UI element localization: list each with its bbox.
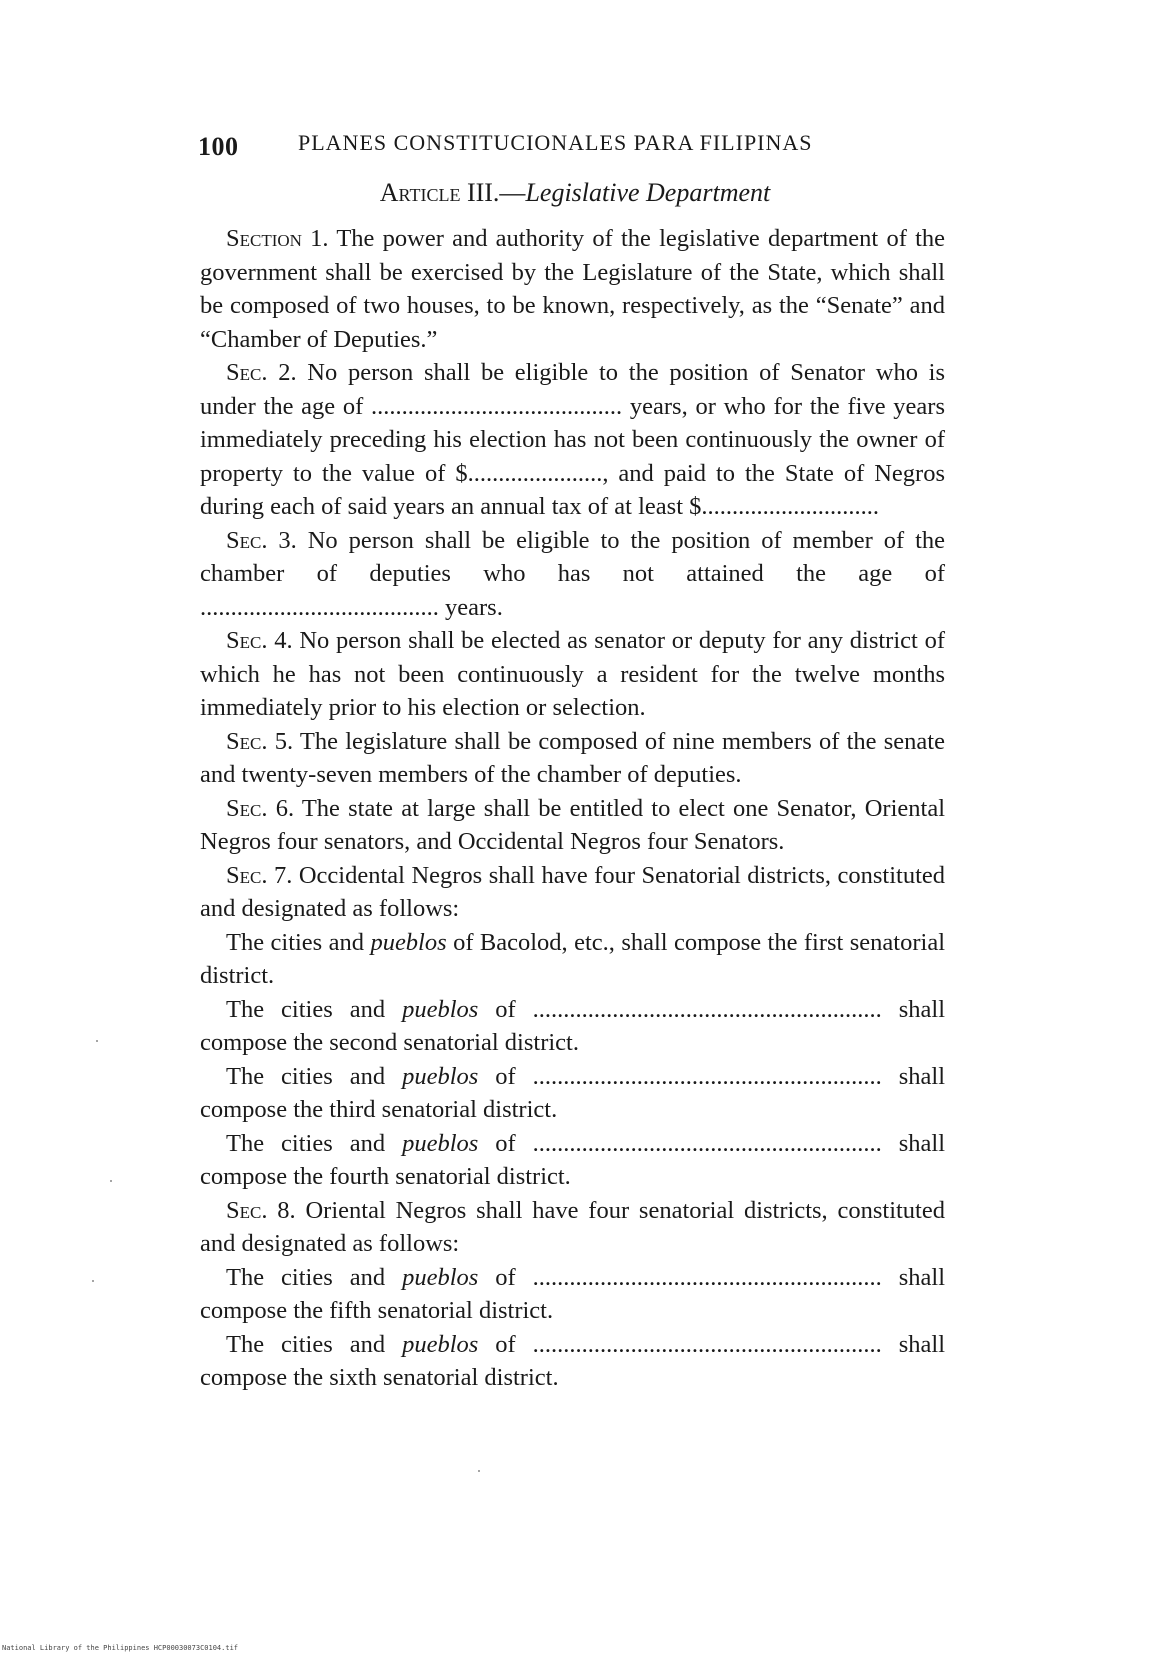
section-label: Sec.: [226, 627, 268, 654]
district-text: The cities and: [226, 1129, 386, 1157]
scan-speck: [92, 1280, 94, 1282]
article-number: III.—: [466, 178, 526, 207]
section-label: Sec.: [226, 727, 268, 755]
section-label: Sec.: [226, 861, 268, 889]
district-text: The cities and: [226, 1330, 386, 1358]
section-1: [200, 222, 945, 356]
section-text: 4. No person shall be elected as senator or deputy for any district of which he has not been continuously a resident for the twelve months immediately prior to his election or selection.: [200, 627, 945, 721]
article-heading: [200, 178, 950, 208]
section-8: [200, 1194, 945, 1261]
section-text: 3. No person shall be eligible to the position of member of the chamber of deputies who has not attained the age of ....................................... years.: [200, 526, 945, 621]
district-italic: pueblos: [402, 1330, 479, 1358]
district-text: The cities and: [226, 995, 386, 1023]
section-3: [200, 524, 945, 625]
section-4: [200, 624, 945, 725]
district-text: of ......................................................... shall compose the sixth senatorial district.: [200, 1330, 946, 1391]
section-6: [200, 792, 945, 859]
district-italic: pueblos: [402, 1263, 479, 1291]
section-text: 5. The legislature shall be composed of nine members of the senate and twenty-seven members of the chamber of deputies.: [200, 727, 945, 788]
section-text: 6. The state at large shall be entitled to elect one Senator, Oriental Negros four senators, and Occidental Negros four Senators.: [200, 794, 945, 855]
section-label: Sec.: [226, 526, 268, 554]
section-label: Sec.: [226, 359, 268, 386]
section-label: Sec.: [226, 1196, 268, 1224]
article-label: Article: [379, 178, 461, 207]
district-text: of ......................................................... shall compose the fifth senatorial district.: [200, 1263, 946, 1324]
section-5: [200, 725, 945, 792]
district-text: of ......................................................... shall compose the second senatorial district.: [200, 995, 946, 1056]
district-5: [200, 1261, 945, 1328]
article-title: Legislative Department: [525, 178, 771, 207]
district-italic: pueblos: [370, 928, 447, 956]
document-body: [200, 222, 945, 1395]
district-text: The cities and: [226, 928, 365, 956]
district-text: of ......................................................... shall compose the third senatorial district.: [200, 1062, 946, 1123]
section-text: 7. Occidental Negros shall have four Senatorial districts, constituted and designated as follows:: [200, 861, 946, 922]
district-text: The cities and: [226, 1263, 386, 1291]
scan-speck: [110, 1180, 112, 1182]
section-text: 8. Oriental Negros shall have four senatorial districts, constituted and designated as follows:: [200, 1196, 945, 1257]
section-label: Sec.: [226, 794, 268, 822]
section-text: 1. The power and authority of the legislative department of the government shall be exercised by the Legislature of the State, which shall be composed of two houses, to be known, respectively, as the “Senate” and “Chamber of Deputies.”: [200, 225, 945, 353]
section-2: [200, 356, 945, 524]
running-title: PLANES CONSTITUCIONALES PARA FILIPINAS: [298, 130, 813, 155]
district-4: [200, 1127, 945, 1194]
district-text: The cities and: [226, 1062, 386, 1090]
district-italic: pueblos: [402, 1129, 479, 1157]
section-text: 2. No person shall be eligible to the position of Senator who is under the age of ......................................... years, or who for the five years immediately preceding his election has not been continuously the owner of property to the value of $......................, and paid to the State of Negros during each of said years an annual tax of at least $.............................: [200, 359, 946, 520]
district-6: [200, 1328, 945, 1395]
scan-speck: [478, 1470, 480, 1472]
page-number: 100: [198, 132, 239, 161]
district-2: [200, 993, 945, 1060]
district-1: [200, 926, 945, 993]
district-italic: pueblos: [402, 995, 479, 1023]
district-3: [200, 1060, 945, 1127]
district-text: of Bacolod, etc., shall compose the first senatorial district.: [200, 928, 946, 989]
district-text: of ......................................................... shall compose the fourth senatorial district.: [200, 1129, 946, 1190]
scan-speck: [96, 1040, 98, 1042]
page-header: [198, 120, 958, 168]
district-italic: pueblos: [402, 1062, 479, 1090]
section-label: Section: [226, 225, 302, 252]
section-7: [200, 859, 945, 926]
scan-footer: National Library of the Philippines HCP00030073C0104.tif: [2, 1644, 239, 1652]
